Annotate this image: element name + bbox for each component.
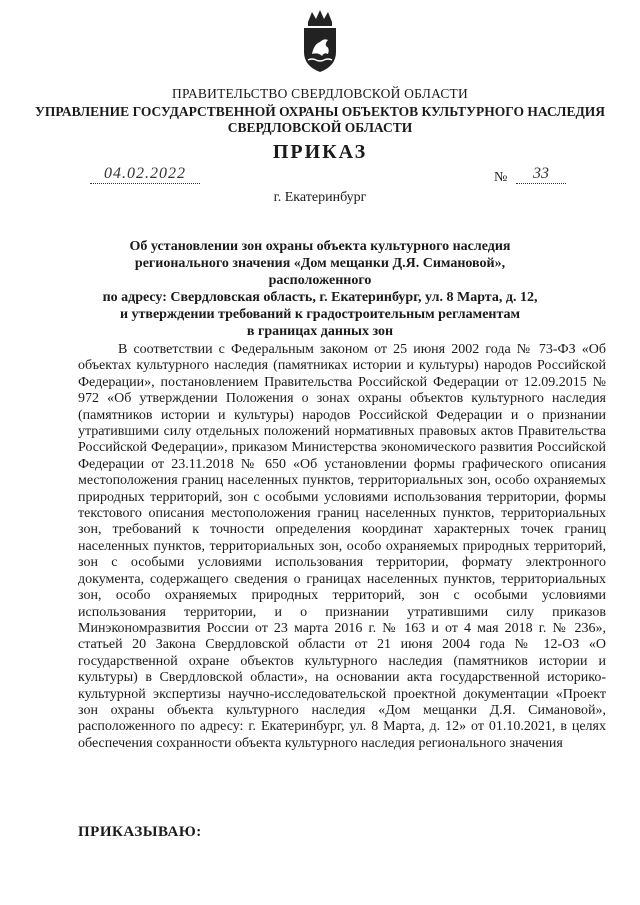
government-name: ПРАВИТЕЛЬСТВО СВЕРДЛОВСКОЙ ОБЛАСТИ	[172, 86, 468, 101]
department-line-1: УПРАВЛЕНИЕ ГОСУДАРСТВЕННОЙ ОХРАНЫ ОБЪЕКТОВ КУЛЬТУРНОГО НАСЛЕДИЯ	[34, 104, 606, 119]
crown-base	[308, 22, 332, 26]
order-number-label: №	[494, 170, 508, 185]
department-name	[0, 104, 640, 136]
department-line-2: СВЕРДЛОВСКОЙ ОБЛАСТИ	[227, 120, 413, 135]
subject-line-1: Об установлении зон охраны объекта культурного наследия	[129, 239, 511, 254]
city-name: г. Екатеринбург	[273, 190, 367, 205]
crown-shape	[308, 10, 332, 22]
preamble-paragraph: В соответствии с Федеральным законом от 25 июня 2002 года № 73-ФЗ «Об объектах культурного наследия (памятниках истории и культуры) народов Российской Федерации», постановлением Правительства Российской Федерации от 12.09.2015 № 972 «Об утверждении Положения о зонах охраны объектов культурного наследия (памятников истории и культуры) народов Российской Федерации и о признании утратившими силу отдельных положений нормативных правовых актов Правительства Российской Федерации», приказом Министерства экономического развития Российской Федерации от 23.11.2018 № 650 «Об установлении формы графического описания местоположения границ населенных пунктов, территориальных зон, особо охраняемых природных территорий, зон с особыми условиями использования территории, формы текстового описания местоположения границ населенных пунктов, территориальных зон, требований к точности определения координат характерных точек границ населенных пунктов, территориальных зон, особо охраняемых природных территорий, зон с особыми условиями использования территории, формату электронного документа, содержащего сведения о границах населенных пунктов, территориальных зон, особо охраняемых природных территорий, зон с особыми условиями использования территории, и о признании утратившими силу приказов Минэкономразвития России от 23 марта 2016 г. № 163 и от 4 мая 2018 г. № 236», статьей 20 Закона Свердловской области от 21 июня 2004 года № 12-ОЗ «О государственной охране объектов культурного наследия (памятников истории и культуры) в Свердловской области», на основании акта государственной историко-культурной экспертизы научно-исследовательской проектной документации «Проект зон охраны объекта культурного наследия «Дом мещанки Д.Я. Симановой», расположенного по адресу: г. Екатеринбург, ул. 8 Марта, д. 12» от 01.10.2021, в целях обеспечения сохранности объекта культурного наследия регионального значения	[78, 342, 606, 751]
sverdlovsk-coat-of-arms-icon	[298, 8, 342, 74]
order-number: 33	[516, 165, 566, 184]
order-subject	[100, 238, 540, 340]
order-date: 04.02.2022	[90, 165, 200, 184]
subject-line-4: и утверждении требований к градостроительным регламентам	[119, 307, 521, 322]
order-directive: ПРИКАЗЫВАЮ:	[78, 824, 202, 840]
subject-line-2: регионального значения «Дом мещанки Д.Я. Симановой», расположенного	[134, 256, 506, 288]
document-title: ПРИКАЗ	[272, 141, 368, 163]
subject-line-5: в границах данных зон	[246, 324, 394, 339]
subject-line-3: по адресу: Свердловская область, г. Екатеринбург, ул. 8 Марта, д. 12,	[102, 290, 538, 305]
